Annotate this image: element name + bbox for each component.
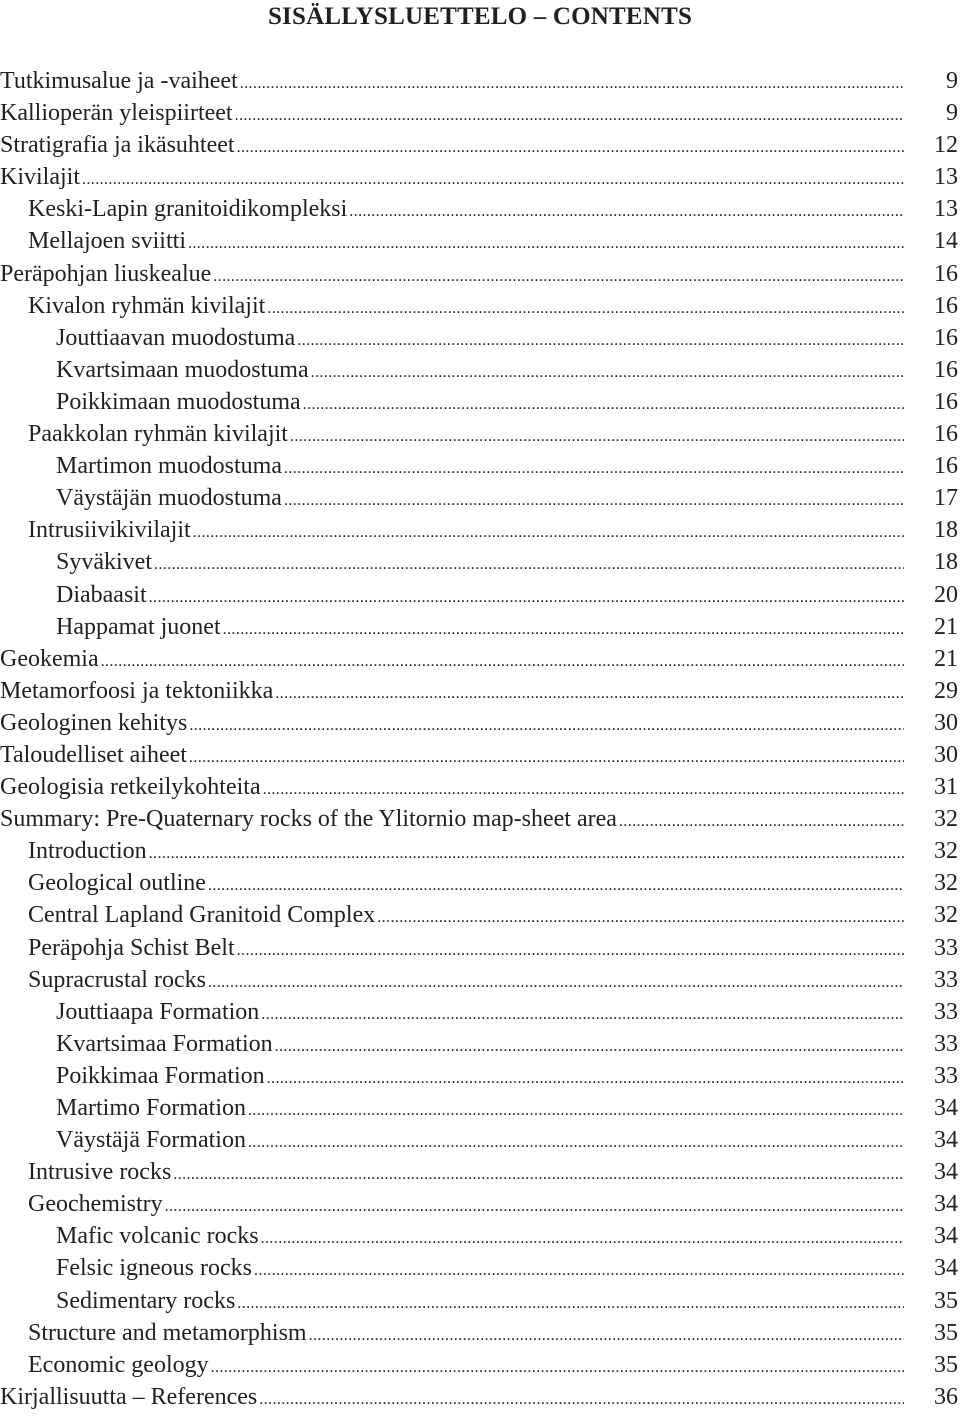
toc-entry-label: Intrusiivikivilajit	[28, 517, 191, 544]
dot-leader	[189, 710, 904, 742]
toc-entry-label: Martimo Formation	[56, 1095, 246, 1121]
page-title: SISÄLLYSLUETTELO – CONTENTS	[267, 3, 693, 30]
toc-entry[interactable]	[0, 290, 958, 322]
toc-entry-page-number: 35	[934, 1287, 958, 1314]
dot-leader	[275, 678, 904, 710]
toc-entry-label: Kivilajit	[0, 164, 80, 191]
toc-entry[interactable]	[0, 129, 958, 161]
toc-entry-page-number: 34	[934, 1095, 958, 1121]
toc-entry[interactable]	[0, 418, 958, 450]
dot-leader	[349, 196, 904, 228]
toc-entry-label: Economic geology	[28, 1351, 209, 1378]
toc-entry-label: Tutkimusalue ja -vaiheet	[0, 68, 238, 94]
toc-entry-page-number: 34	[934, 1191, 958, 1218]
toc-entry-label: Metamorfoosi ja tektoniikka	[0, 677, 274, 704]
toc-entry[interactable]	[0, 1381, 958, 1413]
toc-entry-page-number: 16	[934, 260, 958, 287]
toc-entry[interactable]	[0, 354, 958, 386]
toc-entry-page-number: 35	[934, 1351, 958, 1378]
toc-entry-page-number: 32	[934, 806, 958, 833]
toc-entry-label: Kallioperän yleispiirteet	[0, 100, 233, 127]
toc-entry[interactable]	[0, 1285, 958, 1317]
toc-entry-label: Kivalon ryhmän kivilajit	[28, 292, 266, 319]
dot-leader	[149, 838, 904, 870]
toc-entry-page-number: 21	[934, 645, 958, 672]
dot-leader	[311, 357, 904, 389]
toc-entry[interactable]	[0, 450, 958, 482]
toc-entry-label: Sedimentary rocks	[56, 1287, 236, 1314]
toc-entry-page-number: 9	[946, 68, 958, 94]
dot-leader	[237, 935, 904, 967]
toc-entry-page-number: 18	[934, 517, 958, 544]
toc-entry-label: Geochemistry	[28, 1191, 163, 1218]
dot-leader	[237, 132, 904, 164]
toc-entry[interactable]	[0, 514, 958, 546]
toc-entry-page-number: 34	[934, 1255, 958, 1282]
dot-leader	[267, 293, 904, 325]
table-of-contents	[0, 65, 958, 1413]
dot-leader	[309, 1320, 904, 1352]
dot-leader	[149, 582, 904, 614]
toc-entry-label: Happamat juonet	[56, 613, 221, 640]
dot-leader	[237, 1288, 904, 1320]
toc-entry-page-number: 34	[934, 1223, 958, 1250]
toc-entry-page-number: 14	[934, 228, 958, 255]
dot-leader	[284, 453, 904, 485]
toc-entry[interactable]	[0, 867, 958, 899]
toc-entry-page-number: 30	[934, 741, 958, 768]
toc-entry[interactable]	[0, 1156, 958, 1188]
toc-entry[interactable]	[0, 932, 958, 964]
toc-entry-page-number: 33	[934, 1030, 958, 1057]
toc-entry-label: Introduction	[28, 838, 147, 865]
toc-entry-page-number: 33	[934, 1062, 958, 1089]
toc-entry-label: Summary: Pre-Quaternary rocks of the Ylitornio map-sheet area	[0, 806, 617, 833]
toc-entry-page-number: 32	[934, 838, 958, 865]
toc-entry[interactable]	[0, 1349, 958, 1381]
toc-entry[interactable]	[0, 65, 958, 97]
dot-leader	[223, 614, 904, 646]
dot-leader	[297, 325, 904, 357]
toc-entry-page-number: 9	[946, 100, 958, 127]
toc-entry[interactable]	[0, 1188, 958, 1220]
toc-entry-page-number: 33	[934, 998, 958, 1025]
toc-entry-page-number: 18	[934, 549, 958, 576]
toc-entry[interactable]	[0, 258, 958, 290]
toc-entry-page-number: 13	[934, 164, 958, 191]
toc-entry-page-number: 29	[934, 677, 958, 704]
toc-entry-label: Structure and metamorphism	[28, 1319, 307, 1346]
toc-entry[interactable]	[0, 835, 958, 867]
dot-leader	[193, 517, 904, 549]
toc-entry-page-number: 13	[934, 196, 958, 223]
toc-entry-label: Geokemia	[0, 645, 99, 672]
toc-entry[interactable]	[0, 1060, 958, 1092]
toc-entry-page-number: 34	[934, 1127, 958, 1154]
toc-entry-label: Felsic igneous rocks	[56, 1255, 252, 1282]
dot-leader	[82, 164, 904, 196]
dot-leader	[267, 1063, 904, 1095]
toc-entry-page-number: 16	[934, 421, 958, 448]
toc-entry-label: Supracrustal rocks	[28, 966, 206, 993]
toc-entry-page-number: 17	[934, 485, 958, 512]
toc-entry[interactable]	[0, 611, 958, 643]
toc-entry-page-number: 33	[934, 966, 958, 993]
toc-entry-label: Stratigrafia ja ikäsuhteet	[0, 132, 235, 159]
toc-entry-label: Syväkivet	[56, 549, 152, 576]
dot-leader	[261, 999, 904, 1031]
toc-entry-label: Central Lapland Granitoid Complex	[28, 902, 376, 929]
toc-entry-label: Poikkimaan muodostuma	[56, 388, 301, 415]
toc-entry-page-number: 32	[934, 902, 958, 929]
dot-leader	[235, 100, 904, 132]
toc-entry[interactable]	[0, 707, 958, 739]
dot-leader	[101, 646, 904, 678]
toc-entry-label: Jouttiaapa Formation	[56, 998, 260, 1025]
dot-leader	[248, 1095, 904, 1127]
toc-entry[interactable]	[0, 193, 958, 225]
toc-entry-label: Taloudelliset aiheet	[0, 741, 187, 768]
toc-entry[interactable]	[0, 579, 958, 611]
dot-leader	[208, 870, 904, 902]
toc-entry-label: Kvartsimaan muodostuma	[56, 356, 309, 383]
toc-entry-label: Intrusive rocks	[28, 1159, 172, 1186]
toc-entry-label: Keski-Lapin granitoidikompleksi	[28, 196, 348, 223]
toc-entry-label: Mafic volcanic rocks	[56, 1223, 259, 1250]
toc-entry[interactable]	[0, 964, 958, 996]
dot-leader	[254, 1255, 904, 1287]
dot-leader	[208, 967, 904, 999]
toc-entry-label: Paakkolan ryhmän kivilajit	[28, 421, 288, 448]
toc-entry-page-number: 16	[934, 356, 958, 383]
toc-entry-label: Geologinen kehitys	[0, 709, 188, 736]
dot-leader	[173, 1159, 904, 1191]
toc-entry[interactable]	[0, 675, 958, 707]
toc-entry[interactable]	[0, 161, 958, 193]
toc-entry[interactable]	[0, 1220, 958, 1252]
toc-entry-page-number: 35	[934, 1319, 958, 1346]
toc-entry-page-number: 12	[934, 132, 958, 159]
toc-entry-label: Geological outline	[28, 870, 206, 897]
toc-entry[interactable]	[0, 97, 958, 129]
toc-entry-page-number: 34	[934, 1159, 958, 1186]
toc-entry-label: Kirjallisuutta – References	[0, 1383, 258, 1410]
toc-entry[interactable]	[0, 1124, 958, 1156]
dot-leader	[165, 1191, 904, 1223]
dot-leader	[303, 389, 904, 421]
toc-entry[interactable]	[0, 1028, 958, 1060]
toc-entry-label: Mellajoen sviitti	[28, 228, 186, 255]
toc-entry[interactable]	[0, 803, 958, 835]
toc-entry-label: Diabaasit	[56, 581, 147, 608]
toc-entry-page-number: 16	[934, 453, 958, 480]
toc-entry[interactable]	[0, 996, 958, 1028]
toc-entry[interactable]	[0, 482, 958, 514]
dot-leader	[263, 774, 904, 806]
toc-entry-label: Väystäjän muodostuma	[56, 485, 282, 512]
dot-leader	[259, 1384, 904, 1416]
toc-entry[interactable]	[0, 1317, 958, 1349]
dot-leader	[188, 228, 904, 260]
dot-leader	[275, 1031, 904, 1063]
dot-leader	[213, 261, 904, 293]
toc-entry-label: Peräpohja Schist Belt	[28, 934, 235, 961]
toc-entry[interactable]	[0, 899, 958, 931]
toc-entry-label: Peräpohjan liuskealue	[0, 260, 212, 287]
toc-entry-label: Kvartsimaa Formation	[56, 1030, 273, 1057]
toc-entry[interactable]	[0, 1092, 958, 1124]
toc-entry[interactable]	[0, 225, 958, 257]
toc-entry-page-number: 21	[934, 613, 958, 640]
toc-entry-label: Väystäjä Formation	[56, 1127, 246, 1154]
dot-leader	[211, 1352, 904, 1384]
toc-entry-page-number: 20	[934, 581, 958, 608]
dot-leader	[619, 806, 904, 838]
dot-leader	[284, 485, 904, 517]
toc-entry-page-number: 32	[934, 870, 958, 897]
toc-entry[interactable]	[0, 1252, 958, 1284]
dot-leader	[189, 742, 904, 774]
toc-entry-page-number: 33	[934, 934, 958, 961]
dot-leader	[290, 421, 904, 453]
toc-entry[interactable]	[0, 386, 958, 418]
toc-entry-page-number: 31	[934, 774, 958, 801]
toc-entry-page-number: 16	[934, 292, 958, 319]
toc-entry[interactable]	[0, 643, 958, 675]
dot-leader	[240, 68, 904, 100]
toc-entry-label: Poikkimaa Formation	[56, 1062, 265, 1089]
toc-entry-page-number: 16	[934, 388, 958, 415]
toc-entry-page-number: 36	[934, 1383, 958, 1410]
toc-entry-label: Jouttiaavan muodostuma	[56, 324, 296, 351]
toc-entry[interactable]	[0, 771, 958, 803]
toc-entry-page-number: 16	[934, 324, 958, 351]
toc-entry[interactable]	[0, 546, 958, 578]
toc-entry[interactable]	[0, 322, 958, 354]
dot-leader	[248, 1127, 904, 1159]
dot-leader	[154, 549, 904, 581]
dot-leader	[261, 1223, 904, 1255]
toc-entry-label: Martimon muodostuma	[56, 453, 282, 480]
toc-entry[interactable]	[0, 739, 958, 771]
toc-entry-label: Geologisia retkeilykohteita	[0, 774, 261, 801]
toc-entry-page-number: 30	[934, 709, 958, 736]
dot-leader	[377, 902, 904, 934]
